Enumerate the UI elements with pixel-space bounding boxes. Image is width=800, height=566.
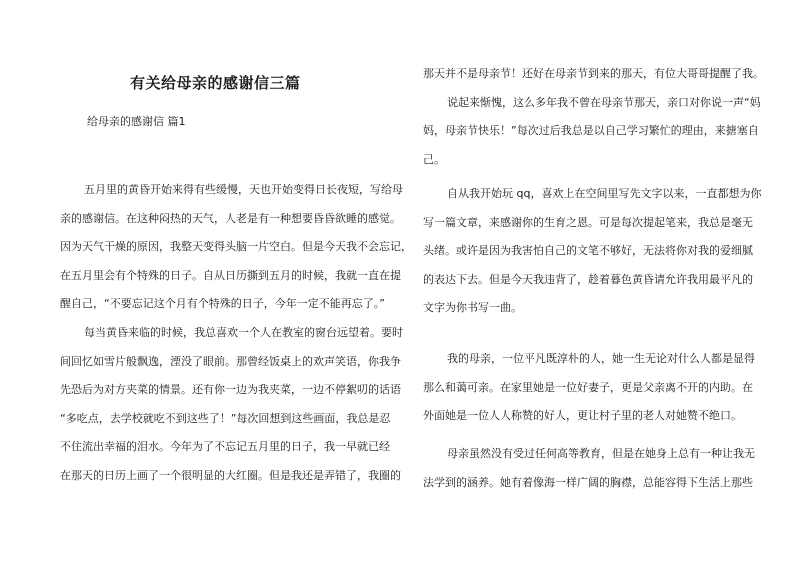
text-line: 说起来惭愧，这么多年我不曾在母亲节那天，亲口对你说一声“妈	[447, 95, 761, 109]
text-line: 每当黄昏来临的时候，我总喜欢一个人在教室的窗台远望着。要时	[84, 325, 403, 339]
right-column	[423, 60, 764, 174]
right-column-4	[423, 440, 755, 497]
text-line: 的表达下去。但是今天我违背了，趁着暮色黄昏请允许我用最平凡的	[423, 272, 753, 286]
text-line: 妈，母亲节快乐！”每次过后我总是以自己学习繁忙的理由，来搪塞自	[423, 124, 759, 138]
text-line: 外面她是一位人人称赞的好人，更让村子里的老人对她赞不绝口。	[423, 409, 742, 423]
text-line: 亲的感谢信。在这种闷热的天气，人老是有一种想要昏昏欲睡的感觉。	[60, 211, 401, 225]
text-line: 头绪。或许是因为我害怕自己的文笔不够好，无法将你对我的爱细腻	[423, 244, 753, 258]
text-line: 不住流出幸福的泪水。今年为了不忘记五月里的日子，我一早就已经	[60, 440, 390, 454]
text-line: 五月里的黄昏开始来得有些缓慢，天也开始变得日长夜短，写给母	[84, 183, 403, 196]
text-line: 那么和蔼可亲。在家里她是一位好妻子，更是父亲离不开的内助。在	[423, 380, 753, 394]
text-line: “多吃点，去学校就吃不到这些了！”每次回想到这些画面，我总是忍	[60, 411, 391, 425]
text-line: 那天并不是母亲节！还好在母亲节到来的那天，有位大哥哥提醒了我。	[423, 67, 764, 80]
document-title: 有关给母亲的感谢信三篇	[130, 74, 301, 92]
left-column	[60, 176, 412, 491]
text-line: 在五月里会有个特殊的日子。自从日历撕到五月的时候，我就一直在提	[60, 268, 401, 282]
text-line: 己。	[423, 152, 445, 166]
text-line: 先恐后为对方夹菜的情景。还有你一边为我夹菜，一边不停絮叨的话语	[60, 383, 401, 397]
text-line: 文字为你书写一曲。	[423, 301, 522, 315]
text-line: 我的母亲，一位平凡既淳朴的人，她一生无论对什么人都是显得	[447, 352, 755, 365]
text-line: 母亲虽然没有受过任何高等教育，但是在她身上总有一种让我无	[447, 447, 755, 460]
document-subtitle: 给母亲的感谢信 篇1	[87, 115, 186, 128]
text-line: 写一篇文章，来感谢你的生育之恩。可是每次提起笔来，我总是毫无	[423, 215, 753, 229]
text-line: 醒自己，“不要忘记这个月有个特殊的日子，今年一定不能再忘了。”	[60, 297, 385, 311]
right-column-3	[423, 345, 755, 431]
text-line: 自从我开始玩 qq，喜欢上在空间里写先文字以来，一直都想为你	[447, 187, 762, 200]
text-line: 因为天气干燥的原因，我整天变得头脑一片空白。但是今天我不会忘记，	[60, 240, 412, 254]
text-line: 法学到的涵养。她有着像海一样广阔的胸襟，总能容得下生活上那些	[423, 475, 753, 489]
text-line: 间回忆如雪片般飘逸，湮没了眼前。那曾经饭桌上的欢声笑语，你我争	[60, 354, 401, 368]
right-column-2	[423, 180, 761, 323]
text-line: 在那天的日历上画了一个很明显的大红圈。但是我还是弄错了，我圈的	[60, 468, 401, 482]
